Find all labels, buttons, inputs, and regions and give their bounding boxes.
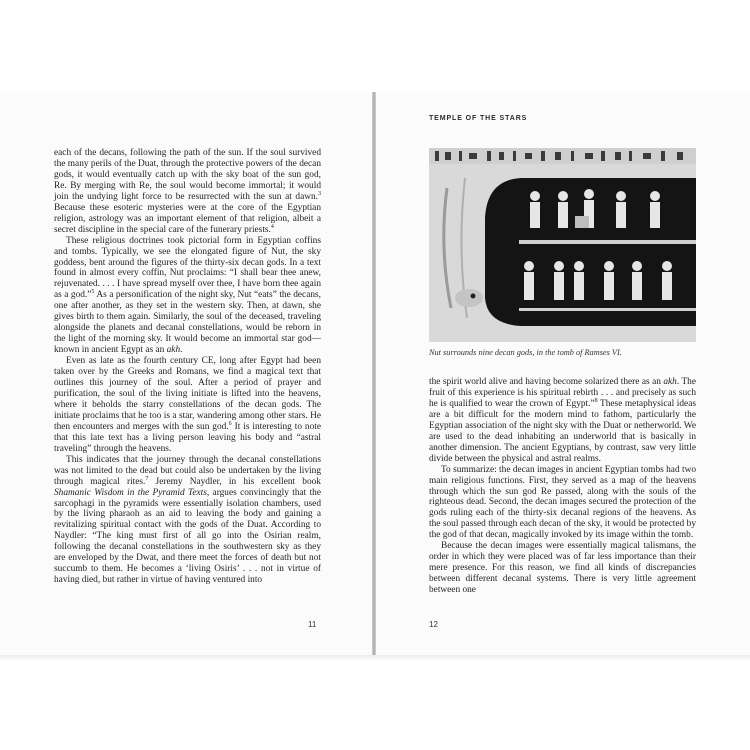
paragraph — [429, 377, 696, 465]
text-run: This indicates that the journey through the decanal constellations was not limited to the dead but could also be undertaken by the living through magical rites. — [54, 454, 321, 487]
text-run: Jeremy Naydler, in his excellent book — [148, 476, 321, 487]
text-run: To summarize: the decan images in ancient Egyptian tombs had two main religious functions. First, they served as a map of the heavens through which the sun god Re passed, along with the souls of the righteous dead. Second, the decan images secured the protection of the gods ruling each of the thirty-six decanal regions of the heavens. As the soul passed through each decan of the sky, it would be protected by the god of that decan, magically invoked by its image within the tomb. — [429, 464, 696, 541]
italic-text: akh — [663, 377, 677, 387]
paragraph — [54, 148, 321, 236]
text-run: As a personification of the night sky, Nut “eats” the decans, one after another, as they set in the western sky. Then, at dawn, she gives birth to them again. Similarly, the soul of the deceased, traveling alongside the planets and decanal constellations, would be reborn in the light of the morning sky. It would become an immortal star god—known in ancient Egypt as an — [54, 290, 321, 356]
paragraph — [54, 455, 321, 586]
right-page — [376, 92, 750, 657]
running-head: TEMPLE OF THE STARS — [429, 115, 528, 122]
book-spread — [0, 92, 750, 657]
italic-text: akh — [166, 345, 181, 356]
right-body-text — [429, 377, 696, 596]
footnote-marker: 8 — [594, 397, 598, 404]
footnote-marker: 3 — [318, 190, 321, 197]
left-page — [0, 92, 373, 657]
paragraph — [429, 465, 696, 542]
text-run: , argues convincingly that the sarcophagi in the pyramids were essentially isolation chambers, used by the living pharaoh as an aid to leaving the body and gaining a revitalizing spiritual contact with the gods of the Duat. According to Naydler: “The king must first of all go into the Osirian realm, following the decanal constellations in the southwestern sky as they are enveloped by the Dwat, and there meet the forces of death but not succumb to them. He becomes a ‘living Osiris’ . . . not in virtue of having died, but rather in virtue of having ventured into — [54, 487, 321, 586]
left-page-number: 11 — [308, 620, 317, 629]
text-run: the spirit world alive and having become solarized there as an — [429, 377, 664, 387]
paragraph — [54, 356, 321, 455]
text-run: . The fruit of this experience is his spiritual rebirth . . . and precisely as such he is qualified to wear the crown of Egypt.” — [429, 377, 696, 409]
figure-caption: Nut surrounds nine decan gods, in the tomb of Ramses VI. — [429, 348, 622, 357]
footnote-marker: 7 — [145, 475, 149, 482]
footnote-marker: 4 — [270, 223, 274, 230]
text-run: These metaphysical ideas are a bit difficult for the modern mind to fathom, particularly the Egyptian association of the night sky with the Duat or netherworld. We are used to the dead inhabiting an underworld that is basically in another dimension. The ancient Egyptians, by contrast, saw very little divide between the physical and astral realms. — [429, 398, 696, 464]
nut-decan-gods-illustration — [429, 148, 696, 342]
footnote-marker: 5 — [91, 289, 95, 296]
text-run: Because these esoteric mysteries were at the core of the Egyptian religion, astrology was an important element of that religion, albeit a secret discipline in the special care of the funerary priests. — [54, 202, 321, 235]
text-run: These religious doctrines took pictorial form in Egyptian coffins and tombs. Typically, we see the elongated figure of Nut, the sky goddess, bent around the figures of the thirty-six decan gods. In a text found in almost every coffin, Nut proclaims: “I shall bear thee anew, rejuvenated. . . . I have spread myself over thee, I have born thee again as a god.” — [54, 235, 321, 301]
text-run: each of the decans, following the path of the sun. If the soul survived the many perils of the Duat, through the protective powers of the decan gods, it would eventually catch up with the sky boat of the sun god, Re. By merging with Re, the soul would become immortal; it would join the undying light force to be resurrected with the sun at dawn. — [54, 148, 321, 202]
spread-shadow — [0, 655, 750, 661]
italic-text: Shamanic Wisdom in the Pyramid Texts — [54, 487, 207, 498]
nut-decan-gods-illustration-svg — [429, 148, 696, 342]
paragraph — [54, 236, 321, 356]
footnote-marker: 6 — [228, 420, 232, 427]
paragraph — [429, 541, 696, 596]
text-run: It is interesting to note that this late text has a living person leaving his body and “astral traveling” through the heavens. — [54, 421, 322, 454]
left-body-text — [54, 148, 321, 586]
text-run: . — [180, 345, 183, 356]
right-page-number: 12 — [429, 620, 438, 629]
text-run: Because the decan images were essentially magical talismans, the order in which they were placed was of far less importance than their mere presence. For this reason, we find all kinds of discrepancies between different decanal systems. There is very little agreement between one — [429, 541, 696, 596]
text-run: Even as late as the fourth century CE, long after Egypt had been taken over by the Greeks and Romans, we find a magical text that outlines this journey of the soul. After a period of prayer and purification, the soul of the living initiate is lifted into the heavens, where it beholds the starry constellations of the decan gods. The initiate proclaims that he too is a star, wandering among other stars. He then encounters and merges with the sun god. — [54, 356, 321, 432]
